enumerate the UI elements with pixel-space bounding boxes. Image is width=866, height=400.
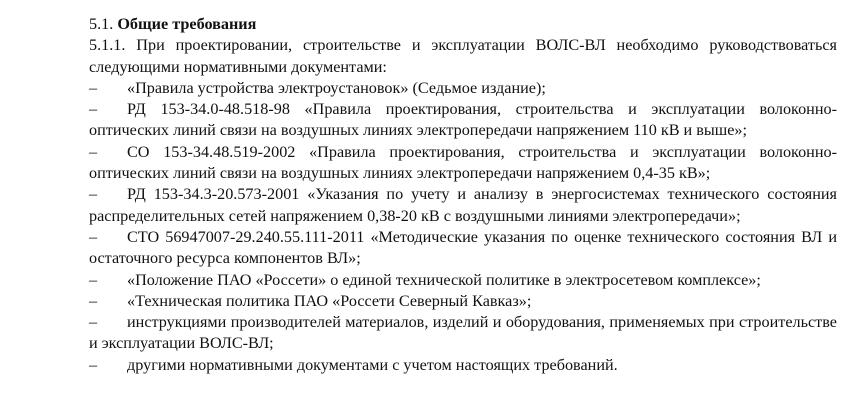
list-item-text: РД 153-34.3-20.573-2001 «Указания по учету и анализу в энергосистемах технического состояния распределительных сетей напряжением 0,38-20 кВ с воздушными линиями электропередачи»;	[89, 185, 837, 225]
list-item-text: СО 153-34.48.519-2002 «Правила проектирования, строительства и эксплуатации волоконно-оптических линий связи на воздушных линиях электропередачи напряжением 0,4-35 кВ»;	[89, 142, 837, 183]
list-item	[89, 291, 837, 312]
list-item-text: инструкциями производителей материалов, изделий и оборудования, применяемых при строительстве и эксплуатации ВОЛС-ВЛ;	[89, 313, 837, 353]
section-heading	[89, 14, 837, 35]
list-bullet: –	[89, 291, 98, 310]
list-item-text: другими нормативными документами с учетом настоящих требований.	[127, 355, 618, 374]
section-title: Общие требования	[117, 15, 257, 33]
list-item	[89, 78, 837, 99]
list-item	[89, 312, 837, 355]
intro-paragraph: 5.1.1. При проектировании, строительстве и эксплуатации ВОЛС-ВЛ необходимо руководствоваться следующими нормативными документами:	[89, 36, 837, 76]
list-bullet: –	[89, 227, 98, 246]
document-page	[89, 14, 837, 376]
list-bullet: –	[89, 313, 98, 332]
list-bullet: –	[89, 142, 98, 161]
list-item-text: «Техническая политика ПАО «Россети Северный Кавказ»;	[127, 291, 532, 310]
list-bullet: –	[89, 355, 98, 374]
list-item-text: РД 153-34.0-48.518-98 «Правила проектирования, строительства и эксплуатации волоконно-оптических линий связи на воздушных линиях электропередачи напряжением 110 кВ и выше»;	[89, 100, 837, 140]
list-item-text: СТО 56947007-29.240.55.111-2011 «Методические указания по оценке технического состояния ВЛ и остаточного ресурса компонентов ВЛ»;	[89, 227, 837, 268]
list-item	[89, 270, 837, 291]
list-bullet: –	[89, 185, 98, 204]
list-bullet: –	[89, 270, 98, 289]
list-item-text: «Правила устройства электроустановок» (Седьмое издание);	[127, 78, 546, 97]
list-item	[89, 142, 837, 185]
list-item-text: «Положение ПАО «Россети» о единой технической политике в электросетевом комплексе»;	[127, 270, 761, 289]
list-item	[89, 99, 837, 142]
list-bullet: –	[89, 100, 98, 119]
list-item	[89, 227, 837, 270]
list-bullet: –	[89, 78, 98, 97]
section-number: 5.1.	[89, 15, 114, 33]
list-item	[89, 184, 837, 227]
list-item	[89, 355, 837, 376]
